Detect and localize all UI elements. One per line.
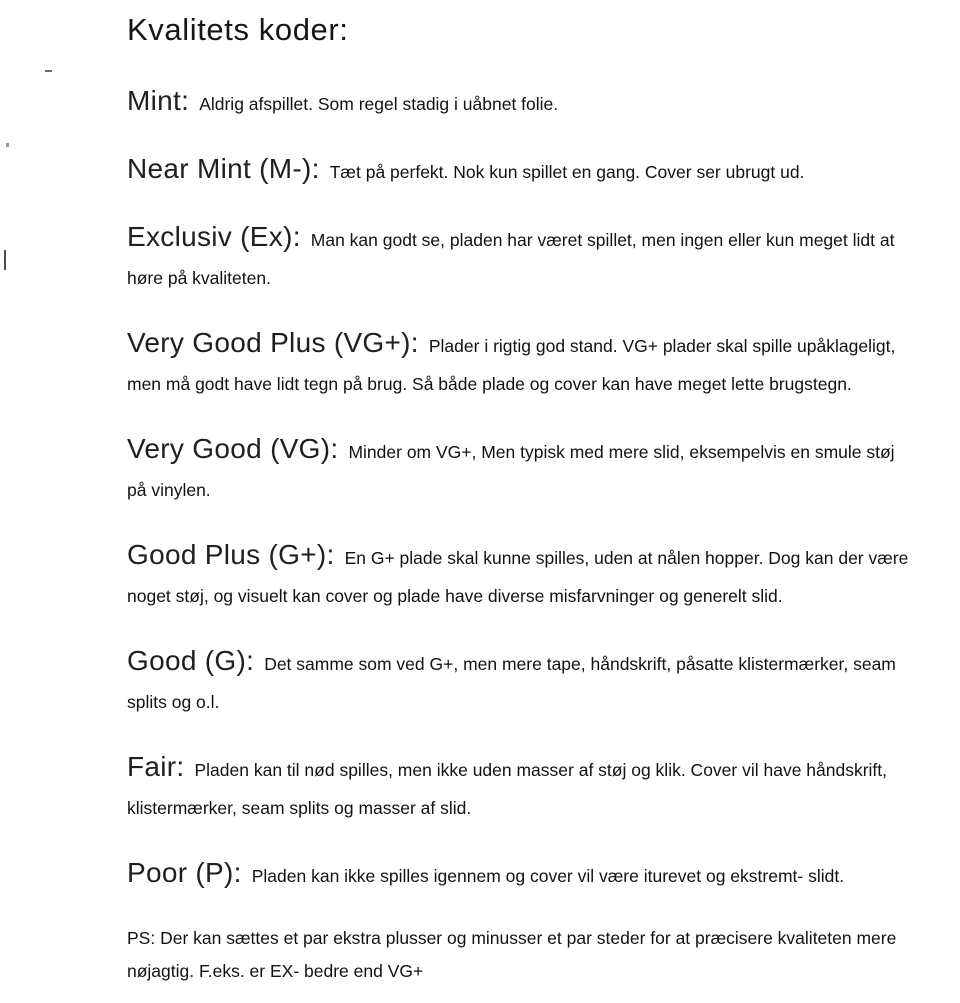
- grade-entry-poor: [127, 854, 910, 896]
- grade-entry-good: [127, 642, 910, 722]
- grade-entry-exclusiv: [127, 218, 910, 298]
- grade-entry-good-plus: [127, 536, 910, 616]
- grade-description: Plader i rigtig god stand. VG+ plader skal spille upåklageligt, men må godt have lidt tegn på brug. Så både plade og cover kan have meget lette brugstegn.: [127, 336, 896, 394]
- grade-term: Good Plus (G+):: [127, 539, 335, 570]
- scan-artifact: [6, 143, 9, 147]
- grade-description: Pladen kan ikke spilles igennem og cover vil være iturevet og ekstremt- slidt.: [251, 866, 845, 886]
- grade-description: Tæt på perfekt. Nok kun spillet en gang. Cover ser ubrugt ud.: [329, 162, 805, 182]
- scan-artifact: [4, 250, 6, 270]
- grade-description: Aldrig afspillet. Som regel stadig i uåbnet folie.: [199, 94, 559, 114]
- grade-entry-very-good-plus: [127, 324, 910, 404]
- grade-entry-fair: [127, 748, 910, 828]
- grade-term: Very Good Plus (VG+):: [127, 327, 419, 358]
- scan-artifact: [45, 70, 52, 72]
- grade-term: Poor (P):: [127, 857, 242, 888]
- grade-description: Man kan godt se, pladen har været spillet, men ingen eller kun meget lidt at høre på kvaliteten.: [127, 230, 895, 288]
- grade-description: Minder om VG+, Men typisk med mere slid, eksempelvis en smule støj på vinylen.: [127, 442, 895, 500]
- grade-entry-near-mint: [127, 150, 910, 192]
- grade-description: Det samme som ved G+, men mere tape, håndskrift, påsatte klistermærker, seam splits og o.l.: [127, 654, 896, 712]
- grade-description: En G+ plade skal kunne spilles, uden at nålen hopper. Dog kan der være noget støj, og visuelt kan cover og plade have diverse misfarvninger og generelt slid.: [127, 548, 909, 606]
- grade-term: Exclusiv (Ex):: [127, 221, 301, 252]
- grade-term: Good (G):: [127, 645, 255, 676]
- grade-term: Very Good (VG):: [127, 433, 339, 464]
- grade-entry-mint: [127, 82, 910, 124]
- grade-entry-very-good: [127, 430, 910, 510]
- page-title: Kvalitets koder:: [127, 12, 349, 47]
- grade-term: Mint:: [127, 85, 190, 116]
- ps-note: PS: Der kan sættes et par ekstra plusser og minusser et par steder for at præcisere kvaliteten mere nøjagtig. F.eks. er EX- bedre end VG+: [127, 928, 897, 981]
- grade-term: Fair:: [127, 751, 185, 782]
- grade-description: Pladen kan til nød spilles, men ikke uden masser af støj og klik. Cover vil have håndskrift, klistermærker, seam splits og masser af slid.: [127, 760, 888, 818]
- grade-term: Near Mint (M-):: [127, 153, 320, 184]
